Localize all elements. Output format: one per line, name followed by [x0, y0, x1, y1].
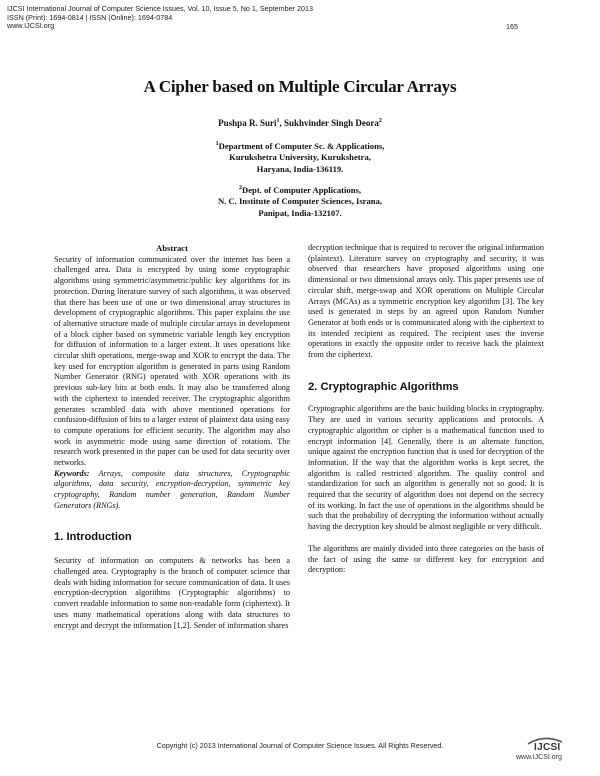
author-1-mark: 1 — [276, 118, 280, 124]
right-column — [308, 243, 544, 576]
logo-wordmark: IJCSI — [534, 742, 561, 753]
affiliation-2-line-1: Dept. of Computer Applications, — [242, 184, 361, 195]
abstract-heading: Abstract — [156, 243, 188, 253]
affiliation-2-mark: 2 — [239, 185, 243, 191]
section-2-paragraph-2: The algorithms are mainly divided into three categories on the basis of the fact of using the same or different key for encryption and decryption: — [308, 543, 544, 575]
author-2: Sukhvinder Singh Deora — [283, 118, 379, 128]
affiliation-1-line-3: Haryana, India-136119. — [256, 163, 344, 174]
affiliation-2 — [0, 183, 600, 219]
affiliation-1 — [0, 139, 600, 175]
section-1-text: Security of information on computers & networks has been a challenged area. Cryptography is the branch of computer science that deals with hiding information for secure communication of data. It uses encryption-decryption algorithms (Cryptographic algorithms) to convert readable information to some non-readable form (ciphertext). It uses many mathematical operations along with data structures to encrypt and decrypt the information [1,2]. Sender of information shares — [54, 556, 290, 630]
affiliation-2-line-3: Panipat, India-132107. — [258, 207, 342, 218]
logo-url: www.IJCSI.org — [516, 754, 562, 761]
keywords-text: Arrays, composite data structures, Cryptographic algorithms, data security, encryption-decryption, symmetric key cryptography, Random number generation, Random Number Generators (RNGs). — [54, 468, 290, 510]
page-number: 165 — [506, 22, 518, 31]
intro-continued-text: decryption technique that is required to recover the original information (plaintext). Literature survey on cryptography and security, it was observed that researchers have proposed algorithms using one dimensional or two dimensional arrays only. This paper presents use of circular shift, merge-swap and XOR operations on Multiple Circular Arrays (MCAs) as a symmetric encryption key algorithm [3]. The key used is generated in steps by an agreed upon Random Number Generator at both ends or is communicated along with the ciphertext to its intended recipient as required. The recipient uses the inverse operations in exactly the opposite order to receive back the plaintext from the ciphertext. — [308, 243, 544, 360]
author-separator: , — [279, 118, 284, 128]
keywords-label: Keywords: — [54, 468, 90, 478]
author-line — [0, 118, 600, 128]
paper-title: A Cipher based on Multiple Circular Arrays — [143, 77, 457, 96]
header-line-issn: ISSN (Print): 1694-0814 | ISSN (Online): 1694-0784 — [7, 12, 173, 22]
section-2-paragraph-1: Cryptographic algorithms are the basic building blocks in cryptography. They are used in various security applications and protocols. A cryptographic algorithm or cipher is a mathematical function used to encrypt information [4]. Generally, there is an alternate function, unique against the encryption function that is used for decryption of the information. If the way that the algorithm works is kept secret, the algorithm is called restricted algorithm. The quality control and standardization for such an algorithm is generally not so good. It is required that the security of algorithm does not depend on the secrecy of its working. In fact the use of operations in the algorithms should be such that the probability of decrypting the information without actually having the decryption key should be almost negligible or very difficult. — [308, 404, 544, 532]
author-2-mark: 2 — [378, 118, 382, 124]
affiliation-2-line-2: N. C. Institute of Computer Sciences, Israna, — [217, 196, 383, 207]
section-1-heading: 1. Introduction — [54, 530, 132, 543]
affiliation-1-line-2: Kurukshetra University, Kurukshetra, — [229, 152, 371, 163]
journal-header — [7, 5, 313, 31]
ijcsi-logo — [516, 736, 574, 768]
affiliation-1-line-1: Department of Computer Sc. & Applications, — [218, 140, 385, 151]
abstract-text: Security of information communicated over the internet has been a challenged area. Data is encrypted by using some cryptographic algorithms using symmetric/asymmetric/public key algorithms for its protection. During literature survey of such algorithms, it was observed that there has been use of one or two dimensional array structures in development of cryptographic algorithms. This paper explains the use of alternative structure made of multiple circular arrays in development of a block cipher based on symmetric variable length key encryption for diffusion of information to a larger extent. It uses operations like circular shift operations, merge-swap and XOR to encrypt the data. The key used for encryption algorithm is generated in parts using Random Number Generator (RNG) operated with XOR operations with its previous sub-key bits at both ends. It may also be transferred along with the ciphertext to intended receiver. The cryptographic algorithm generates scrambled data with above mentioned operations for confusion-diffusion of bits to a larger extent of plaintext data using easy to compute operations for efficient security. The algorithm may also work in asymmetric mode using same direction of rotations. The research work presented in the paper can be used for data security over networks. — [54, 254, 290, 468]
keywords — [54, 469, 290, 512]
author-1: Pushpa R. Suri — [218, 118, 277, 128]
header-line-website: www.IJCSI.org — [7, 21, 55, 31]
affiliation-1-mark: 1 — [215, 141, 219, 147]
header-line-journal: IJCSI International Journal of Computer Science Issues, Vol. 10, Issue 5, No 1, September 2013 — [7, 4, 314, 13]
left-column — [54, 243, 290, 631]
copyright-footer: Copyright (c) 2013 International Journal of Computer Science Issues. All Rights Reserved. — [156, 741, 444, 750]
section-2-heading: 2. Cryptographic Algorithms — [308, 380, 459, 393]
